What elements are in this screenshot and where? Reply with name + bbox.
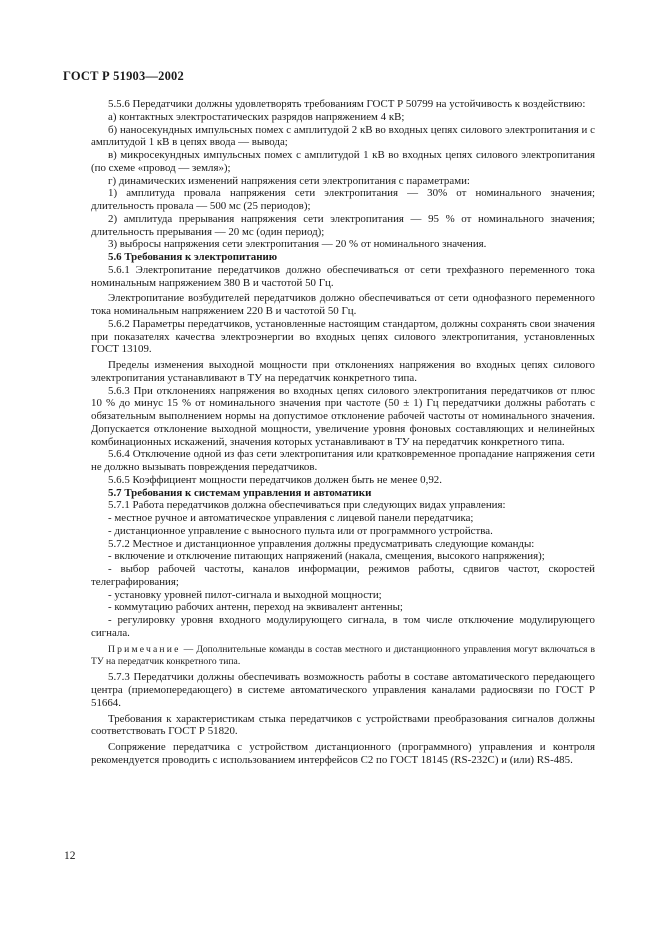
page-number: 12 <box>64 850 76 862</box>
section-heading-5-7: 5.7 Требования к системам управления и автоматики <box>108 486 372 499</box>
sub-item-3: 3) выбросы напряжения сети электропитания — 20 % от номинального значения. <box>108 238 487 251</box>
paragraph-5-6-4: 5.6.4 Отключение одной из фаз сети электропитания или кратковременное пропадание напряжения сети не должно вызывать повреждения передатчиков. <box>91 448 595 473</box>
paragraph-5-7-2: 5.7.2 Местное и дистанционное управления должны предусматривать следующие команды: <box>108 537 535 550</box>
list-item-antenna-switch: - коммутацию рабочих антенн, переход на эквивалент антенны; <box>108 601 403 614</box>
list-item-b: б) наносекундных импульсных помех с амплитудой 2 кВ во входных цепях силового электропитания и с амплитудой 1 кВ в цепях ввода — вывода; <box>91 123 595 149</box>
list-item-g: г) динамических изменений напряжения сети электропитания с параметрами: <box>108 174 470 187</box>
list-item-v: в) микросекундных импульсных помех с амплитудой 1 кВ во входных цепях силового электропитания (по схеме «провод — земля»); <box>91 149 595 174</box>
paragraph-5-6-2: 5.6.2 Параметры передатчиков, установленные настоящим стандартом, должны сохранять свои значения при показателях качества электроэнергии во входных цепях силового электропитания, установленных ГОСТ 13109. <box>91 317 595 356</box>
paragraph-5-7-1: 5.7.1 Работа передатчиков должна обеспечиваться при следующих видах управления: <box>108 499 506 512</box>
list-item-local-control: - местное ручное и автоматическое управления с лицевой панели передатчика; <box>108 512 474 524</box>
paragraph-exciter-power: Электропитание возбудителей передатчиков должно обеспечиваться от сети однофазного переменного тока номинальным напряжением 220 В и частотой 50 Гц. <box>91 292 595 317</box>
list-item-a: а) контактных электростатических разрядов напряжением 4 кВ; <box>108 110 405 123</box>
document-header: ГОСТ Р 51903—2002 <box>63 69 184 83</box>
paragraph-5-6-1: 5.6.1 Электропитание передатчиков должно обеспечиваться от сети трехфазного переменного тока номинальным напряжением 380 В и частотой 50 Гц. <box>91 263 595 289</box>
list-item-frequency-select: - выбор рабочей частоты, каналов информации, режимов работы, сдвигов частот, скоростей телеграфирования; <box>91 563 595 588</box>
document-body <box>91 98 595 767</box>
note-text: — Дополнительные команды в состав местного и дистанционного управления могут включаться в ТУ на передатчик конкретного типа. <box>91 643 595 667</box>
list-item-input-level: - регулировку уровня входного модулирующего сигнала, в том числе отключение модулирующего сигнала. <box>91 614 595 639</box>
list-item-pilot-level: - установку уровней пилот-сигнала и выходной мощности; <box>108 588 382 601</box>
paragraph-5-6-5: 5.6.5 Коэффициент мощности передатчиков должен быть не менее 0,92. <box>108 473 442 486</box>
paragraph-5-7-3: 5.7.3 Передатчики должны обеспечивать возможность работы в составе автоматического передающего центра (приемопередающего) в системе автоматического управления каналами радиосвязи по ГОСТ Р 51664. <box>91 671 595 709</box>
note-label: Примечание <box>108 643 181 655</box>
paragraph-5-5-6: 5.5.6 Передатчики должны удовлетворять требованиям ГОСТ Р 50799 на устойчивость к воздействию: <box>108 98 586 110</box>
sub-item-2: 2) амплитуда прерывания напряжения сети электропитания — 95 % от номинального значения; длительность прерывания — 20 мс (один период); <box>91 212 595 238</box>
sub-item-1: 1) амплитуда провала напряжения сети электропитания — 30% от номинального значения; длительность провала — 500 мс (25 периодов); <box>91 187 595 212</box>
paragraph-5-6-3: 5.6.3 При отклонениях напряжения во входных цепях силового электропитания передатчиков от плюс 10 % до минус 15 % от номинального значения при частоте (50 ± 1) Гц передатчики должны работать с обязательным выполнением нормы на допустимое отклонение рабочей частоты от номинального значения. Допускается отклонение выходной мощности, увеличение уровня фоновых составляющих и нелинейных комбинационных искажений, значения которых устанавливают в ТУ на передатчик конкретного типа. <box>91 384 595 448</box>
paragraph-interface-requirements: Требования к характеристикам стыка передатчиков с устройствами преобразования сигналов должны соответствовать ГОСТ Р 51820. <box>91 712 595 738</box>
note <box>91 644 595 669</box>
list-item-remote-control: - дистанционное управление с выносного пульта или от программного устройства. <box>108 524 493 537</box>
paragraph-power-limits: Пределы изменения выходной мощности при отклонениях напряжения во входных цепях силового электропитания устанавливают в ТУ на передатчик конкретного типа. <box>91 359 595 384</box>
section-heading-5-6: 5.6 Требования к электропитанию <box>108 251 278 263</box>
paragraph-interface-coupling: Сопряжение передатчика с устройством дистанционного (программного) управления и контроля рекомендуется проводить с использованием интерфейсов С2 по ГОСТ 18145 (RS-232C) и (или) RS-485. <box>91 741 595 766</box>
list-item-power-switching: - включение и отключение питающих напряжений (накала, смещения, высокого напряжения); <box>108 550 545 563</box>
